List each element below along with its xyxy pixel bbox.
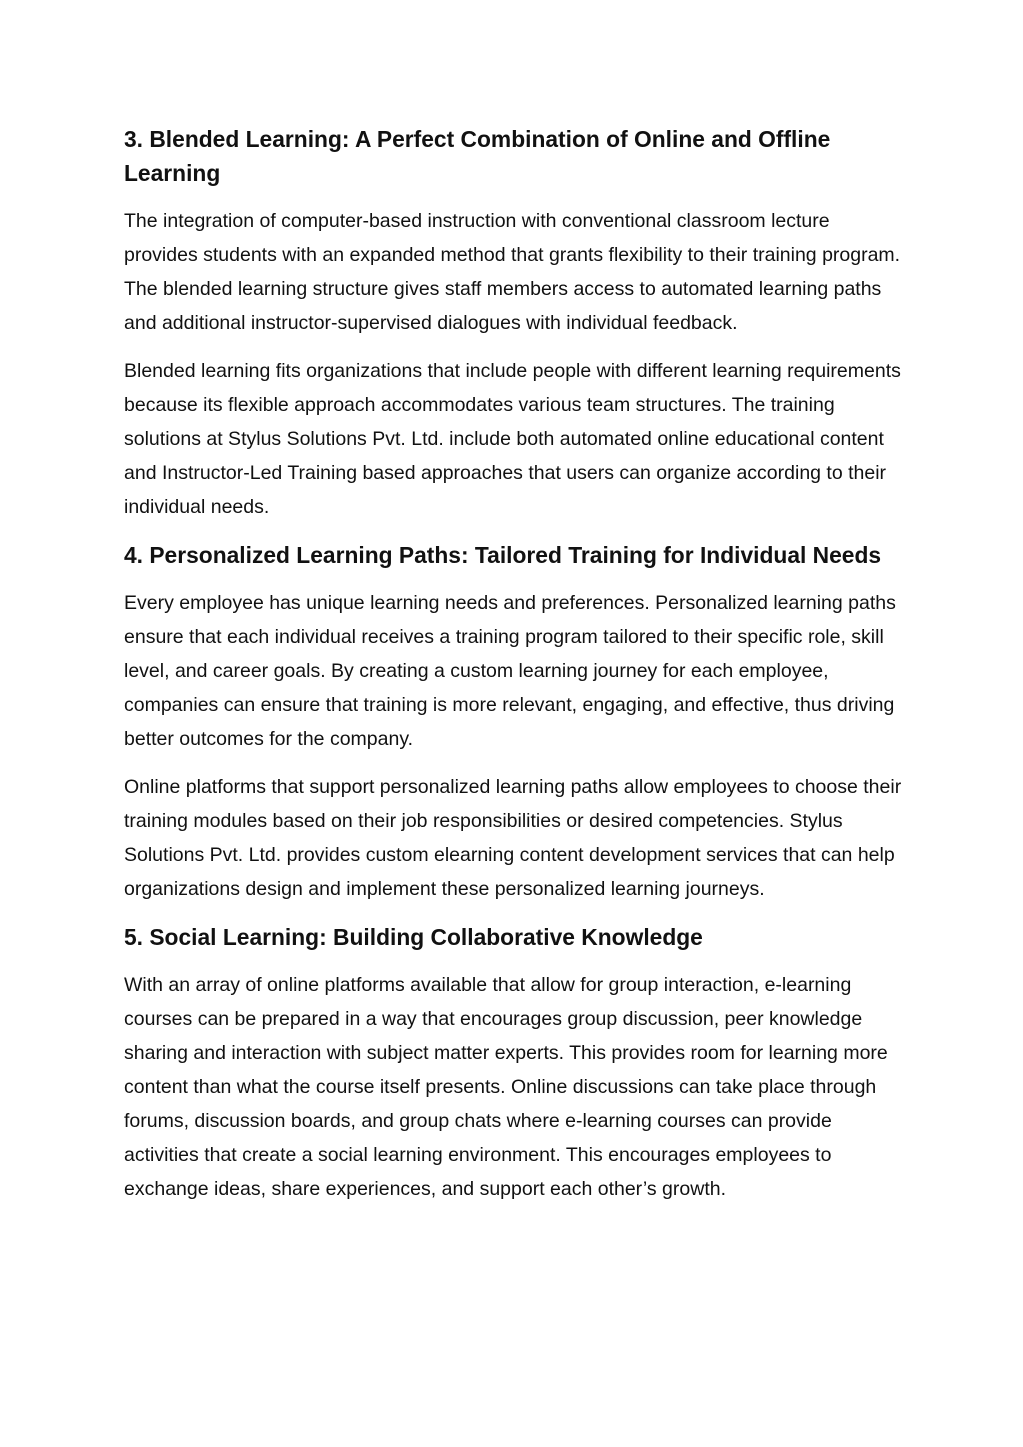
paragraph: The integration of computer-based instruction with conventional classroom lecture provides students with an expanded method that grants flexibility to their training program. The blended learning structure gives staff members access to automated learning paths and additional instructor-supervised dialogues with individual feedback. <box>124 210 901 334</box>
section-personalized-learning-paths <box>124 538 904 906</box>
paragraph: With an array of online platforms available that allow for group interaction, e-learning courses can be prepared in a way that encourages group discussion, peer knowledge sharing and interaction with subject matter experts. This provides room for learning more content than what the course itself presents. Online discussions can take place through forums, discussion boards, and group chats where e-learning courses can provide activities that create a social learning environment. This encourages employees to exchange ideas, share experiences, and support each other’s growth. <box>124 974 888 1200</box>
section-social-learning <box>124 920 904 1206</box>
document-page <box>124 122 904 1220</box>
section-blended-learning <box>124 122 904 524</box>
section-heading: 4. Personalized Learning Paths: Tailored Training for Individual Needs <box>124 542 882 568</box>
paragraph: Every employee has unique learning needs and preferences. Personalized learning paths ensure that each individual receives a training program tailored to their specific role, skill level, and career goals. By creating a custom learning journey for each employee, companies can ensure that training is more relevant, engaging, and effective, thus driving better outcomes for the company. <box>124 592 896 750</box>
section-heading: 5. Social Learning: Building Collaborative Knowledge <box>124 924 703 950</box>
section-heading: 3. Blended Learning: A Perfect Combination of Online and Offline Learning <box>124 126 831 186</box>
paragraph: Blended learning fits organizations that include people with different learning requirements because its flexible approach accommodates various team structures. The training solutions at Stylus Solutions Pvt. Ltd. include both automated online educational content and Instructor-Led Training based approaches that users can organize according to their individual needs. <box>124 360 901 518</box>
paragraph: Online platforms that support personalized learning paths allow employees to choose their training modules based on their job responsibilities or desired competencies. Stylus Solutions Pvt. Ltd. provides custom elearning content development services that can help organizations design and implement these personalized learning journeys. <box>124 776 902 900</box>
